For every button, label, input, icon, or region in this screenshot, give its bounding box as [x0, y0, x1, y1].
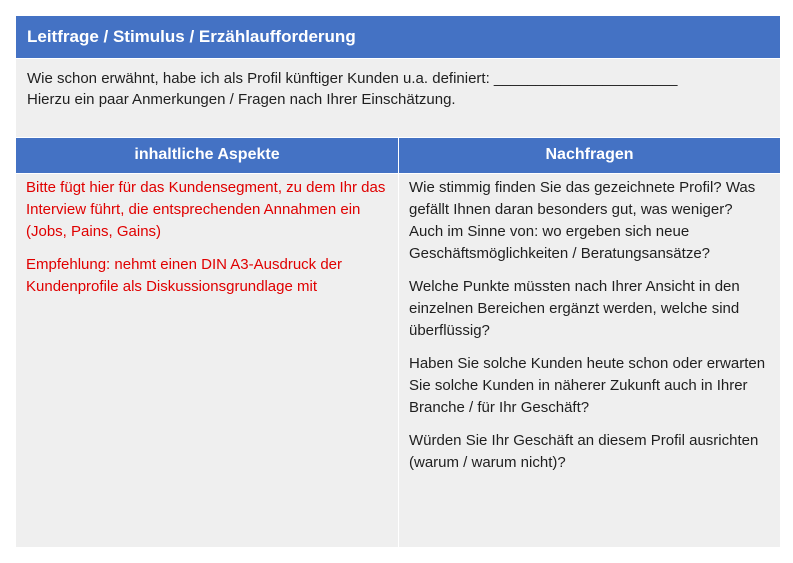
- column-header-aspects: inhaltliche Aspekte: [16, 138, 398, 173]
- followup-question-2: Welche Punkte müssten nach Ihrer Ansicht in den einzelnen Bereichen ergänzt werden, welche sind überflüssig?: [409, 278, 740, 339]
- interview-guide-table: [16, 16, 780, 547]
- column-header-row: [16, 137, 780, 173]
- followup-question-1: Wie stimmig finden Sie das gezeichnete Profil? Was gefällt Ihnen daran besonders gut, was weniger? Auch im Sinne von: wo ergeben sich neue Geschäftsmöglichkeiten / Beratungsansätze?: [409, 179, 756, 262]
- column-header-followups: Nachfragen: [398, 138, 780, 173]
- intro-line-2: Hierzu ein paar Anmerkungen / Fragen nach Ihrer Einschätzung.: [27, 91, 456, 108]
- aspects-instruction: Bitte fügt hier für das Kundensegment, zu dem Ihr das Interview führt, die entsprechenden Annahmen ein (Jobs, Pains, Gains): [26, 179, 386, 240]
- aspects-recommendation: Empfehlung: nehmt einen DIN A3-Ausdruck der Kundenprofile als Diskussionsgrundlage mit: [26, 256, 343, 295]
- followup-question-3: Haben Sie solche Kunden heute schon oder erwarten Sie solche Kunden in näherer Zukunft auch in Ihrer Branche / für Ihr Geschäft?: [409, 355, 766, 416]
- table-title: Leitfrage / Stimulus / Erzählaufforderung: [16, 16, 780, 58]
- followup-question-4: Würden Sie Ihr Geschäft an diesem Profil ausrichten (warum / warum nicht)?: [409, 432, 759, 471]
- aspects-cell: [16, 174, 398, 547]
- followups-cell: [398, 174, 780, 547]
- intro-line-1: Wie schon erwähnt, habe ich als Profil künftiger Kunden u.a. definiert: ______________________: [27, 70, 678, 87]
- content-row: [16, 173, 780, 547]
- intro-text: [16, 58, 780, 137]
